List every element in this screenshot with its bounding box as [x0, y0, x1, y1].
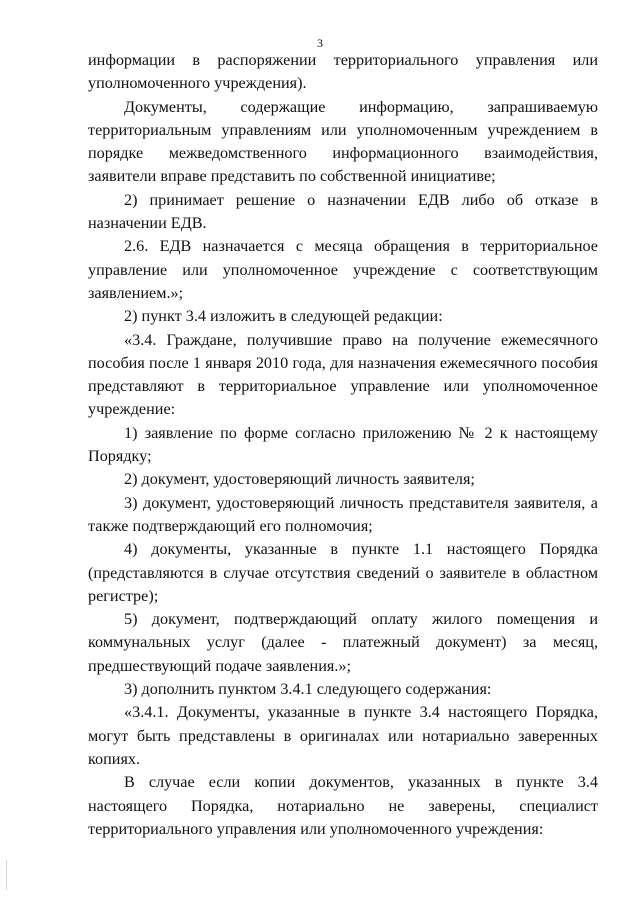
paragraph: В случае если копии документов, указанных в пункте 3.4 настоящего Порядка, нотариально не заверены, специалист территориального управления или уполномоченного учреждения:: [88, 773, 598, 838]
list-item: 5) документ, подтверждающий оплату жилого помещения и коммунальных услуг (далее - платежный документ) за месяц, предшествующий подаче заявления.»;: [88, 610, 598, 675]
paragraph: 2.6. ЕДВ назначается с месяца обращения в территориальное управление или уполномоченное учреждение с соответствующим заявлением.»;: [88, 237, 598, 302]
paragraph: 2) принимает решение о назначении ЕДВ либо об отказе в назначении ЕДВ.: [88, 190, 598, 233]
paragraph: Документы, содержащие информацию, запрашиваемую территориальным управлениям или уполномоченным учреждением в порядке межведомственного информационного взаимодействия, заявители вправе представить по собственной инициативе;: [88, 97, 598, 186]
paragraph: 2) пункт 3.4 изложить в следующей редакции:: [124, 307, 443, 326]
scan-edge-mark: [6, 860, 7, 890]
list-item: 4) документы, указанные в пункте 1.1 настоящего Порядка (представляются в случае отсутствия сведений о заявителе в областном регистре);: [88, 540, 598, 605]
list-item: 3) документ, удостоверяющий личность представителя заявителя, а также подтверждающий его полномочия;: [88, 493, 598, 535]
document-body: [88, 49, 598, 841]
paragraph: «3.4. Граждане, получившие право на получение ежемесячного пособия после 1 января 2010 года, для назначения ежемесячного пособия представляют в территориальное управление или уполномоченное учреждение:: [88, 330, 598, 419]
paragraph: информации в распоряжении территориального управления или уполномоченного учреждения).: [88, 51, 598, 93]
page-number: 3: [317, 36, 323, 50]
list-item: 1) заявление по форме согласно приложению № 2 к настоящему Порядку;: [88, 423, 598, 466]
paragraph: «3.4.1. Документы, указанные в пункте 3.4 настоящего Порядка, могут быть представлены в оригиналах или нотариально заверенных копиях.: [88, 703, 598, 768]
list-item: 2) документ, удостоверяющий личность заявителя;: [124, 470, 475, 489]
paragraph: 3) дополнить пунктом 3.4.1 следующего содержания:: [124, 680, 492, 699]
